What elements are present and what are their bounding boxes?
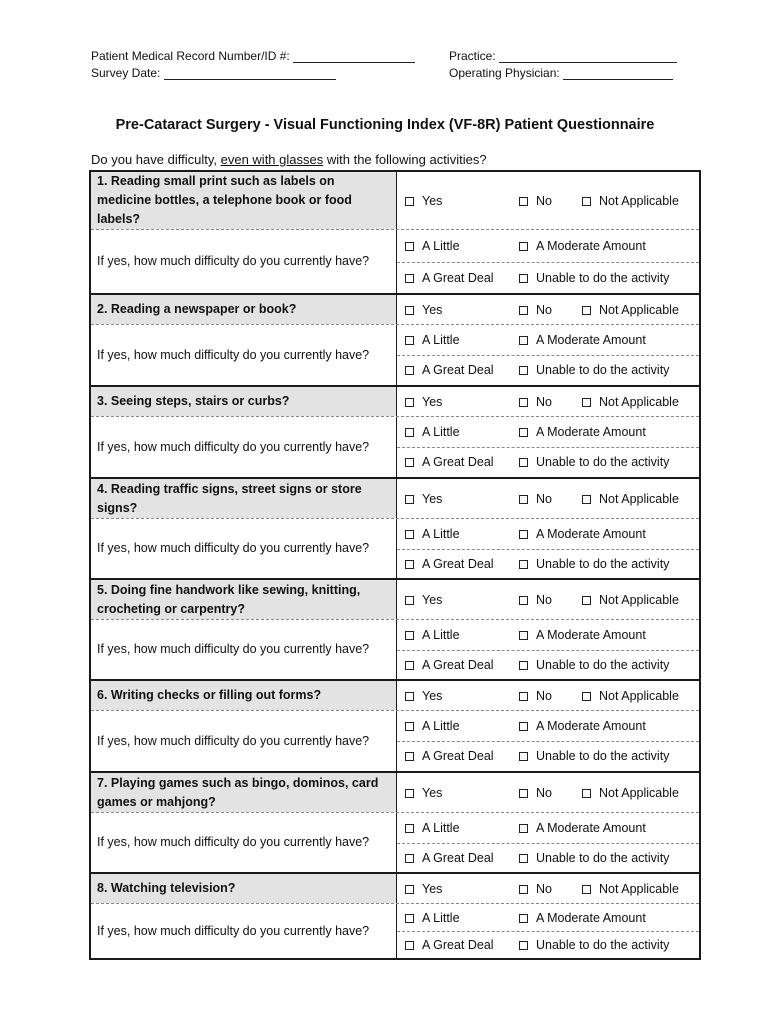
- physician-blank[interactable]: [563, 67, 673, 80]
- question-text: 8. Watching television?: [91, 874, 397, 903]
- followup-row: [91, 620, 699, 679]
- yes-option[interactable]: [405, 191, 442, 211]
- checkbox-icon[interactable]: [582, 197, 591, 206]
- yes-option-label: Yes: [422, 593, 443, 607]
- unable-option[interactable]: [519, 655, 669, 675]
- question-section: [91, 385, 699, 477]
- moderate-amount-option[interactable]: [519, 818, 646, 838]
- unable-option-label: Unable to do the activity: [536, 455, 670, 469]
- a-little-option[interactable]: [405, 818, 460, 838]
- checkbox-icon[interactable]: [519, 495, 528, 504]
- followup-row: [91, 417, 699, 477]
- followup-divider: [397, 549, 699, 550]
- followup-question: If yes, how much difficulty do you currently have?: [91, 620, 397, 679]
- great-deal-option[interactable]: [405, 360, 494, 380]
- yes-option[interactable]: [405, 590, 442, 610]
- great-deal-option-label: A Great Deal: [422, 938, 494, 952]
- no-option-label: No: [536, 492, 552, 506]
- moderate-amount-option-label: A Moderate Amount: [536, 333, 646, 347]
- great-deal-option-label: A Great Deal: [422, 455, 494, 469]
- unable-option[interactable]: [519, 360, 669, 380]
- unable-option-label: Unable to do the activity: [536, 938, 670, 952]
- not-applicable-option[interactable]: [582, 191, 679, 211]
- a-little-option[interactable]: [405, 330, 460, 350]
- checkbox-icon[interactable]: [519, 530, 528, 539]
- yes-option[interactable]: [405, 300, 442, 320]
- a-little-option-label: A Little: [422, 527, 460, 541]
- yes-option-label: Yes: [422, 492, 443, 506]
- moderate-amount-option[interactable]: [519, 908, 646, 928]
- question-text: 2. Reading a newspaper or book?: [91, 295, 397, 324]
- followup-divider: [397, 262, 699, 263]
- no-option[interactable]: [519, 783, 552, 803]
- moderate-amount-option-label: A Moderate Amount: [536, 821, 646, 835]
- followup-divider: [397, 843, 699, 844]
- followup-row: [91, 519, 699, 578]
- not-applicable-option-label: Not Applicable: [599, 593, 679, 607]
- question-row: [91, 479, 699, 519]
- not-applicable-option[interactable]: [582, 879, 679, 899]
- checkbox-icon[interactable]: [405, 495, 414, 504]
- not-applicable-option-label: Not Applicable: [599, 194, 679, 208]
- checkbox-icon[interactable]: [519, 398, 528, 407]
- yes-option[interactable]: [405, 783, 442, 803]
- no-option[interactable]: [519, 392, 552, 412]
- unable-option[interactable]: [519, 935, 669, 955]
- record-number-blank[interactable]: [293, 50, 415, 63]
- not-applicable-option[interactable]: [582, 392, 679, 412]
- followup-question: If yes, how much difficulty do you currently have?: [91, 904, 397, 958]
- followup-row: [91, 904, 699, 958]
- no-option[interactable]: [519, 300, 552, 320]
- a-little-option-label: A Little: [422, 425, 460, 439]
- yes-option-label: Yes: [422, 395, 443, 409]
- checkbox-icon[interactable]: [405, 722, 414, 731]
- checkbox-icon[interactable]: [519, 722, 528, 731]
- moderate-amount-option[interactable]: [519, 625, 646, 645]
- great-deal-option-label: A Great Deal: [422, 557, 494, 571]
- a-little-option[interactable]: [405, 716, 460, 736]
- not-applicable-option-label: Not Applicable: [599, 882, 679, 896]
- not-applicable-option-label: Not Applicable: [599, 492, 679, 506]
- intro-before: Do you have difficulty,: [91, 152, 217, 167]
- followup-question: If yes, how much difficulty do you currently have?: [91, 230, 397, 293]
- checkbox-icon[interactable]: [405, 631, 414, 640]
- great-deal-option[interactable]: [405, 935, 494, 955]
- checkbox-icon[interactable]: [519, 661, 528, 670]
- checkbox-icon[interactable]: [519, 366, 528, 375]
- checkbox-icon[interactable]: [519, 336, 528, 345]
- questionnaire-table: [89, 170, 701, 960]
- question-row: [91, 681, 699, 711]
- followup-divider: [397, 741, 699, 742]
- checkbox-icon[interactable]: [519, 789, 528, 798]
- great-deal-option[interactable]: [405, 452, 494, 472]
- checkbox-icon[interactable]: [519, 428, 528, 437]
- yes-option-label: Yes: [422, 303, 443, 317]
- checkbox-icon[interactable]: [519, 274, 528, 283]
- checkbox-icon[interactable]: [405, 854, 414, 863]
- followup-row: [91, 711, 699, 771]
- followup-question: If yes, how much difficulty do you currently have?: [91, 519, 397, 578]
- unable-option-label: Unable to do the activity: [536, 851, 670, 865]
- physician-label: Operating Physician:: [449, 66, 560, 80]
- unable-option-label: Unable to do the activity: [536, 557, 670, 571]
- a-little-option-label: A Little: [422, 719, 460, 733]
- question-section: [91, 679, 699, 771]
- a-little-option[interactable]: [405, 908, 460, 928]
- checkbox-icon[interactable]: [519, 560, 528, 569]
- question-row: [91, 295, 699, 325]
- question-text: 1. Reading small print such as labels on medicine bottles, a telephone book or food labels?: [91, 172, 397, 229]
- checkbox-icon[interactable]: [405, 752, 414, 761]
- yes-option[interactable]: [405, 686, 442, 706]
- followup-divider: [397, 447, 699, 448]
- checkbox-icon[interactable]: [519, 914, 528, 923]
- moderate-amount-option[interactable]: [519, 524, 646, 544]
- moderate-amount-option-label: A Moderate Amount: [536, 911, 646, 925]
- checkbox-icon[interactable]: [519, 596, 528, 605]
- moderate-amount-option[interactable]: [519, 716, 646, 736]
- no-option-label: No: [536, 303, 552, 317]
- checkbox-icon[interactable]: [582, 885, 591, 894]
- question-section: [91, 578, 699, 679]
- great-deal-option[interactable]: [405, 268, 494, 288]
- not-applicable-option-label: Not Applicable: [599, 689, 679, 703]
- checkbox-icon[interactable]: [519, 306, 528, 315]
- checkbox-icon[interactable]: [405, 596, 414, 605]
- checkbox-icon[interactable]: [519, 854, 528, 863]
- yes-option[interactable]: [405, 392, 442, 412]
- unable-option-label: Unable to do the activity: [536, 749, 670, 763]
- a-little-option[interactable]: [405, 524, 460, 544]
- checkbox-icon[interactable]: [405, 530, 414, 539]
- physician-field[interactable]: [449, 66, 673, 80]
- a-little-option-label: A Little: [422, 628, 460, 642]
- checkbox-icon[interactable]: [405, 398, 414, 407]
- survey-date-field[interactable]: [91, 66, 336, 80]
- not-applicable-option[interactable]: [582, 590, 679, 610]
- great-deal-option[interactable]: [405, 848, 494, 868]
- checkbox-icon[interactable]: [582, 789, 591, 798]
- unable-option-label: Unable to do the activity: [536, 658, 670, 672]
- checkbox-icon[interactable]: [519, 631, 528, 640]
- question-section: [91, 872, 699, 958]
- not-applicable-option-label: Not Applicable: [599, 303, 679, 317]
- checkbox-icon[interactable]: [582, 306, 591, 315]
- unable-option[interactable]: [519, 848, 669, 868]
- intro-emphasis: even with glasses: [220, 152, 324, 167]
- checkbox-icon[interactable]: [405, 692, 414, 701]
- no-option-label: No: [536, 395, 552, 409]
- followup-divider: [397, 355, 699, 356]
- moderate-amount-option-label: A Moderate Amount: [536, 527, 646, 541]
- yes-option-label: Yes: [422, 786, 443, 800]
- followup-question: If yes, how much difficulty do you currently have?: [91, 711, 397, 771]
- survey-date-label: Survey Date:: [91, 66, 161, 80]
- moderate-amount-option[interactable]: [519, 236, 646, 256]
- no-option[interactable]: [519, 489, 552, 509]
- unable-option[interactable]: [519, 452, 669, 472]
- followup-row: [91, 230, 699, 293]
- question-text: 7. Playing games such as bingo, dominos, card games or mahjong?: [91, 773, 397, 812]
- checkbox-icon[interactable]: [519, 941, 528, 950]
- unable-option-label: Unable to do the activity: [536, 271, 670, 285]
- great-deal-option[interactable]: [405, 554, 494, 574]
- moderate-amount-option-label: A Moderate Amount: [536, 628, 646, 642]
- no-option[interactable]: [519, 879, 552, 899]
- not-applicable-option[interactable]: [582, 686, 679, 706]
- checkbox-icon[interactable]: [519, 242, 528, 251]
- yes-option-label: Yes: [422, 882, 443, 896]
- no-option-label: No: [536, 786, 552, 800]
- checkbox-icon[interactable]: [405, 789, 414, 798]
- survey-date-blank[interactable]: [164, 67, 336, 80]
- a-little-option[interactable]: [405, 625, 460, 645]
- question-row: [91, 580, 699, 620]
- a-little-option[interactable]: [405, 422, 460, 442]
- not-applicable-option-label: Not Applicable: [599, 395, 679, 409]
- followup-question: If yes, how much difficulty do you currently have?: [91, 325, 397, 385]
- checkbox-icon[interactable]: [405, 914, 414, 923]
- unable-option-label: Unable to do the activity: [536, 363, 670, 377]
- question-text: 3. Seeing steps, stairs or curbs?: [91, 387, 397, 416]
- question-section: [91, 172, 699, 293]
- checkbox-icon[interactable]: [405, 824, 414, 833]
- page-title: Pre-Cataract Surgery - Visual Functioning Index (VF-8R) Patient Questionnaire: [115, 117, 655, 133]
- question-row: [91, 387, 699, 417]
- checkbox-icon[interactable]: [519, 752, 528, 761]
- checkbox-icon[interactable]: [519, 692, 528, 701]
- checkbox-icon[interactable]: [405, 306, 414, 315]
- checkbox-icon[interactable]: [519, 824, 528, 833]
- yes-option[interactable]: [405, 879, 442, 899]
- great-deal-option-label: A Great Deal: [422, 749, 494, 763]
- not-applicable-option-label: Not Applicable: [599, 786, 679, 800]
- question-text: 6. Writing checks or filling out forms?: [91, 681, 397, 710]
- practice-field[interactable]: [449, 49, 677, 63]
- checkbox-icon[interactable]: [405, 274, 414, 283]
- yes-option-label: Yes: [422, 689, 443, 703]
- record-number-field[interactable]: [91, 49, 415, 63]
- question-text: 4. Reading traffic signs, street signs or store signs?: [91, 479, 397, 518]
- question-row: [91, 874, 699, 904]
- question-section: [91, 477, 699, 578]
- checkbox-icon[interactable]: [405, 458, 414, 467]
- question-row: [91, 172, 699, 230]
- moderate-amount-option[interactable]: [519, 330, 646, 350]
- followup-divider: [397, 931, 699, 932]
- checkbox-icon[interactable]: [405, 366, 414, 375]
- a-little-option-label: A Little: [422, 239, 460, 253]
- followup-question: If yes, how much difficulty do you currently have?: [91, 417, 397, 477]
- followup-row: [91, 325, 699, 385]
- unable-option[interactable]: [519, 268, 669, 288]
- yes-option[interactable]: [405, 489, 442, 509]
- unable-option[interactable]: [519, 746, 669, 766]
- checkbox-icon[interactable]: [405, 560, 414, 569]
- no-option[interactable]: [519, 686, 552, 706]
- checkbox-icon[interactable]: [582, 692, 591, 701]
- great-deal-option-label: A Great Deal: [422, 271, 494, 285]
- moderate-amount-option[interactable]: [519, 422, 646, 442]
- yes-option-label: Yes: [422, 194, 443, 208]
- a-little-option[interactable]: [405, 236, 460, 256]
- checkbox-icon[interactable]: [519, 458, 528, 467]
- a-little-option-label: A Little: [422, 821, 460, 835]
- no-option-label: No: [536, 593, 552, 607]
- record-number-label: Patient Medical Record Number/ID #:: [91, 49, 290, 63]
- unable-option[interactable]: [519, 554, 669, 574]
- not-applicable-option[interactable]: [582, 300, 679, 320]
- great-deal-option-label: A Great Deal: [422, 363, 494, 377]
- great-deal-option-label: A Great Deal: [422, 658, 494, 672]
- intro-after: with the following activities?: [326, 152, 487, 167]
- moderate-amount-option-label: A Moderate Amount: [536, 239, 646, 253]
- followup-row: [91, 813, 699, 872]
- no-option[interactable]: [519, 191, 552, 211]
- followup-question: If yes, how much difficulty do you currently have?: [91, 813, 397, 872]
- a-little-option-label: A Little: [422, 911, 460, 925]
- checkbox-icon[interactable]: [405, 428, 414, 437]
- moderate-amount-option-label: A Moderate Amount: [536, 425, 646, 439]
- question-row: [91, 773, 699, 813]
- checkbox-icon[interactable]: [405, 941, 414, 950]
- great-deal-option[interactable]: [405, 655, 494, 675]
- not-applicable-option[interactable]: [582, 489, 679, 509]
- checkbox-icon[interactable]: [405, 336, 414, 345]
- followup-divider: [397, 650, 699, 651]
- checkbox-icon[interactable]: [405, 242, 414, 251]
- no-option-label: No: [536, 194, 552, 208]
- great-deal-option-label: A Great Deal: [422, 851, 494, 865]
- checkbox-icon[interactable]: [405, 197, 414, 206]
- checkbox-icon[interactable]: [582, 596, 591, 605]
- question-section: [91, 293, 699, 385]
- question-section: [91, 771, 699, 872]
- no-option[interactable]: [519, 590, 552, 610]
- checkbox-icon[interactable]: [405, 661, 414, 670]
- no-option-label: No: [536, 882, 552, 896]
- practice-blank[interactable]: [499, 50, 677, 63]
- checkbox-icon[interactable]: [405, 885, 414, 894]
- checkbox-icon[interactable]: [519, 197, 528, 206]
- great-deal-option[interactable]: [405, 746, 494, 766]
- question-text: 5. Doing fine handwork like sewing, knitting, crocheting or carpentry?: [91, 580, 397, 619]
- a-little-option-label: A Little: [422, 333, 460, 347]
- intro-text: [91, 152, 487, 167]
- checkbox-icon[interactable]: [582, 495, 591, 504]
- practice-label: Practice:: [449, 49, 496, 63]
- checkbox-icon[interactable]: [519, 885, 528, 894]
- no-option-label: No: [536, 689, 552, 703]
- moderate-amount-option-label: A Moderate Amount: [536, 719, 646, 733]
- not-applicable-option[interactable]: [582, 783, 679, 803]
- checkbox-icon[interactable]: [582, 398, 591, 407]
